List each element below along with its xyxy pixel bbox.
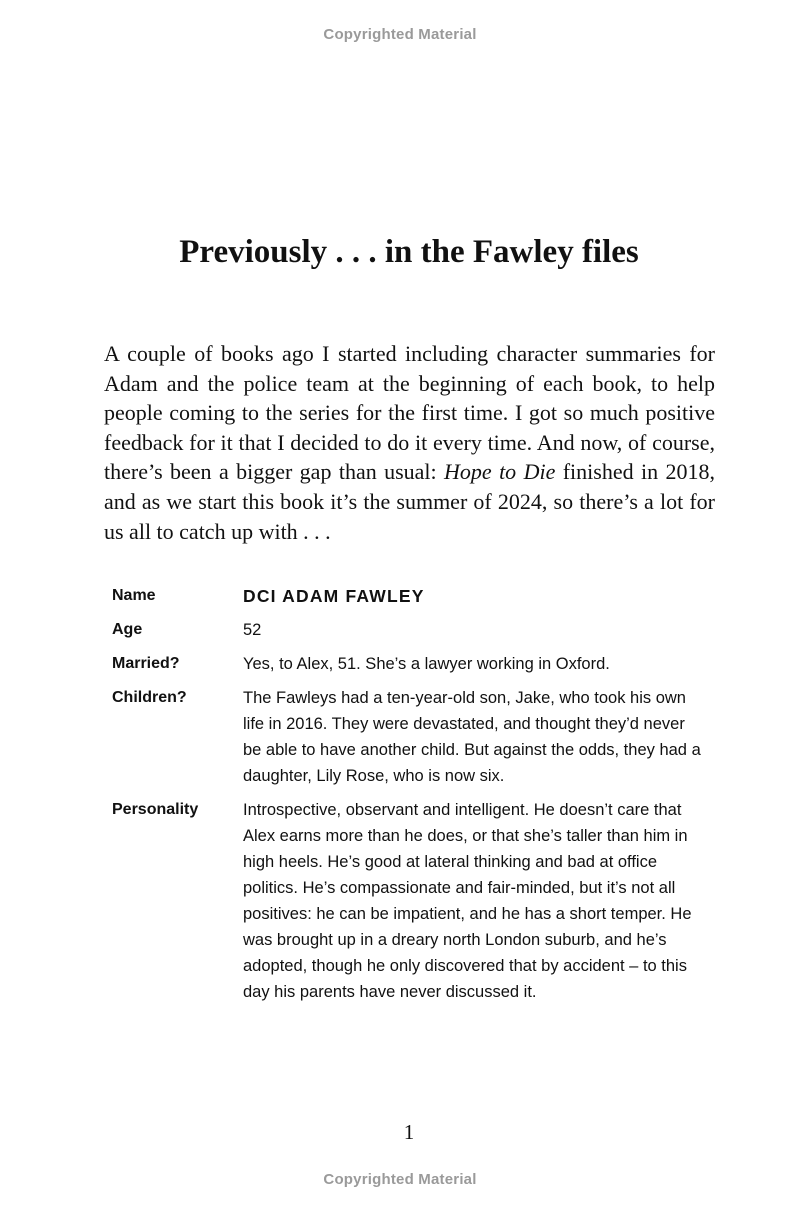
profile-value: The Fawleys had a ten-year-old son, Jake, who took his own life in 2016. They were devastated, and thought they’d never be able to have another child. But against the odds, they had a daughter, Lily Rose, who is now six. — [243, 689, 701, 785]
profile-row-personality — [112, 797, 702, 1005]
profile-value: Introspective, observant and intelligent. He doesn’t care that Alex earns more than he does, or that she’s taller than him in high heels. He’s good at lateral thinking and bad at office politics. He’s compassionate and fair-minded, but it’s not all positives: he can be impatient, and he has a short temper. He was brought up in a dreary north London suburb, and he’s adopted, though he only discovered that by accident – to this day his parents have never discussed it. — [243, 801, 692, 1001]
profile-row-married — [112, 651, 702, 677]
profile-value: DCI ADAM FAWLEY — [243, 586, 425, 606]
intro-text-part2: finished in 2018, and as we start this book it’s the summer of 2024, so there’s a lot for us all to catch up with . . . — [104, 459, 715, 544]
character-profile-table — [112, 583, 702, 1013]
profile-label: Personality — [112, 801, 199, 818]
profile-label: Married? — [112, 655, 180, 672]
profile-value: 52 — [243, 621, 262, 639]
profile-label: Age — [112, 621, 143, 638]
profile-value: Yes, to Alex, 51. She’s a lawyer working in Oxford. — [243, 655, 610, 673]
copyright-notice-top: Copyrighted Material — [323, 26, 477, 43]
page-number: 1 — [403, 1120, 415, 1144]
intro-text-part1: A couple of books ago I started including character summaries for Adam and the police team at the beginning of each book, to help people coming to the series for the first time. I got so much positive feedback for it that I decided to do it every time. And now, of course, there’s been a bigger gap than usual: — [104, 341, 715, 485]
book-title: Hope to Die — [444, 459, 556, 485]
copyright-notice-bottom: Copyrighted Material — [323, 1171, 477, 1188]
profile-label: Name — [112, 587, 156, 604]
profile-row-name — [112, 583, 702, 609]
chapter-title: Previously . . . in the Fawley files — [179, 234, 639, 270]
intro-paragraph — [104, 339, 715, 546]
profile-row-age — [112, 617, 702, 643]
profile-label: Children? — [112, 689, 187, 706]
profile-row-children — [112, 685, 702, 789]
